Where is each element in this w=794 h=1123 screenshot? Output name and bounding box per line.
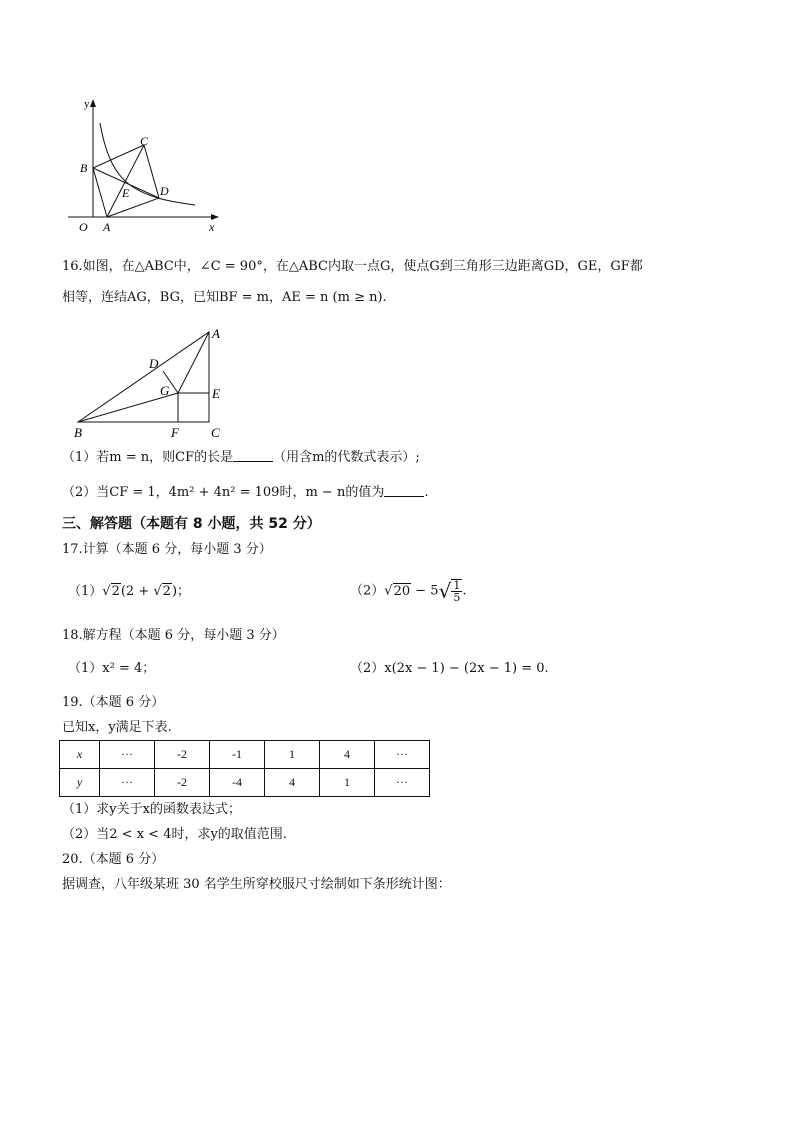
label-d: D	[160, 184, 169, 198]
label-c: C	[140, 134, 149, 148]
q16-line2: 相等，连结AG，BG，已知BF = m，AE = n (m ≥ n).	[62, 290, 387, 305]
q17-part2: （2）√20 − 5√ $\frac{1}{5}$ .	[350, 579, 467, 604]
answer-blank	[233, 449, 273, 462]
label-d: D	[149, 356, 159, 371]
q20-text: 据调查，八年级某班 30 名学生所穿校服尺寸绘制如下条形统计图：	[62, 877, 451, 892]
label-y: y	[84, 98, 90, 110]
diagonal-ac	[107, 145, 144, 217]
q18-part2: （2）x(2x − 1) − (2x − 1) = 0.	[350, 661, 549, 676]
segment-ag	[178, 332, 209, 393]
answer-blank	[384, 484, 424, 497]
label-b: B	[74, 425, 82, 440]
label-f: F	[171, 425, 179, 440]
table-row: x ··· -2 -1 1 4 ···	[60, 741, 430, 769]
triangle-figure	[68, 325, 238, 443]
label-a: A	[212, 326, 220, 341]
q17-part1: （1）√2(2 + √2)；	[68, 584, 191, 599]
q19-part1: （1）求y关于x的函数表达式；	[62, 802, 241, 817]
coordinate-figure	[60, 95, 230, 240]
label-a: A	[103, 220, 111, 234]
label-o: O	[79, 220, 88, 234]
label-x: x	[209, 220, 215, 234]
label-g: G	[160, 383, 170, 398]
q19-part2: （2）当2 < x < 4时，求y的取值范围.	[62, 827, 287, 842]
section-heading: 三、解答题（本题有 8 小题，共 52 分）	[62, 516, 321, 532]
triangle-abc	[78, 332, 209, 422]
q16-line1: 16.如图，在△ABC中，∠C = 90°，在△ABC内取一点G，使点G到三角形三边距离GD，GE，GF都	[62, 259, 643, 274]
label-c: C	[211, 425, 220, 440]
q19-intro: 已知x，y满足下表.	[62, 720, 172, 735]
label-b: B	[80, 161, 88, 175]
xy-value-table	[59, 740, 430, 797]
q20-title: 20.（本题 6 分）	[62, 852, 165, 867]
q17-title: 17.计算（本题 6 分，每小题 3 分）	[62, 542, 272, 557]
q19-title: 19.（本题 6 分）	[62, 695, 165, 710]
q16-part2: （2）当CF = 1，4m² + 4n² = 109时，m − n的值为 .	[62, 485, 429, 500]
q18-title: 18.解方程（本题 6 分，每小题 3 分）	[62, 628, 285, 643]
label-e: E	[212, 386, 220, 401]
q18-part1: （1）x² = 4；	[68, 661, 156, 676]
q16-part1: （1）若m = n，则CF的长是 （用含m的代数式表示）;	[62, 450, 420, 465]
y-axis-arrow	[90, 99, 96, 107]
label-e: E	[122, 186, 130, 200]
table-row: y ··· -2 -4 4 1 ···	[60, 769, 430, 797]
